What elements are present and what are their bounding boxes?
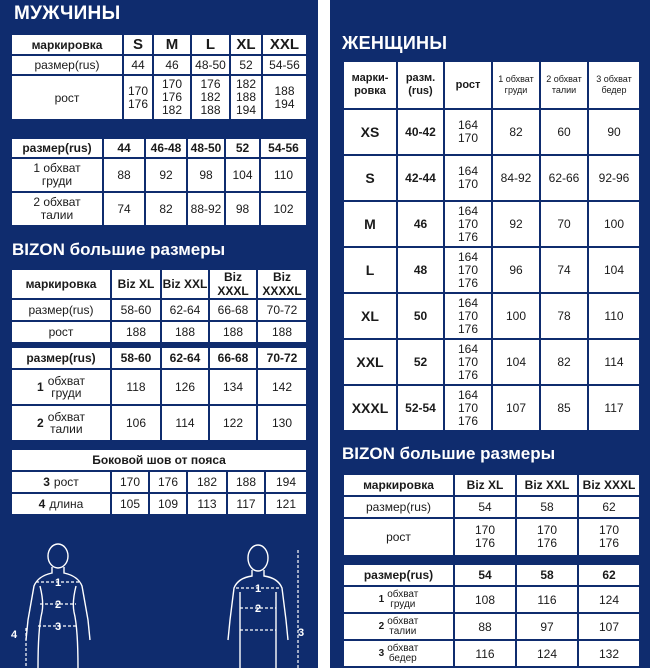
table-row [343, 247, 640, 293]
men-big-measure-table [10, 346, 308, 442]
women-big-measure-table [342, 563, 641, 668]
header-cell: XXL [262, 34, 307, 55]
table-row [343, 496, 640, 518]
table-cell: 92-96 [588, 155, 640, 201]
women-size-table [342, 60, 641, 432]
header-cell: Biz XXXXL [257, 269, 307, 299]
men-measure-table [10, 137, 308, 227]
table-cell: 48 [397, 247, 444, 293]
table-cell: 188 194 [262, 75, 307, 120]
row-label [11, 471, 111, 493]
row-label: размер(rus) [343, 496, 454, 518]
row-number: 3 [378, 648, 385, 659]
table-row [11, 55, 307, 75]
table-cell: 88 [103, 158, 145, 192]
table-cell: 98 [187, 158, 225, 192]
header-cell: размер(rus) [11, 347, 111, 369]
header-cell: разм. (rus) [397, 61, 444, 109]
table-row [343, 155, 640, 201]
table-cell: 188 [257, 321, 307, 343]
women-panel [330, 0, 650, 668]
table-cell: 170 176 [454, 518, 516, 556]
men-title: МУЖЧИНЫ [14, 3, 121, 24]
table-cell: 164 170 176 [444, 385, 492, 431]
female-mark-2: 2 [54, 599, 62, 611]
table-cell: 104 [588, 247, 640, 293]
table-row [11, 471, 307, 493]
table-cell: 164 170 [444, 109, 492, 155]
row-label: XXL [343, 339, 397, 385]
table-cell: 42-44 [397, 155, 444, 201]
table-header [11, 269, 307, 299]
table-header [11, 138, 307, 158]
table-cell: 170 176 [578, 518, 640, 556]
table-cell: 164 170 [444, 155, 492, 201]
table-header [343, 564, 640, 586]
row-label: 2 обхват талии [11, 192, 103, 226]
row-number: 2 [378, 621, 385, 632]
table-cell: 62-66 [540, 155, 588, 201]
table-cell: 58 [516, 496, 578, 518]
table-cell: 124 [578, 586, 640, 613]
table-row [11, 321, 307, 343]
table-row [11, 299, 307, 321]
table-cell: 70-72 [257, 299, 307, 321]
header-cell: марки- ровка [343, 61, 397, 109]
header-cell: размер(rus) [343, 564, 454, 586]
table-cell: 97 [516, 613, 578, 640]
row-label-text: рост [53, 475, 79, 489]
table-cell: 100 [492, 293, 540, 339]
male-mark-3: 3 [297, 627, 305, 639]
row-label-text: обхват груди [387, 588, 419, 610]
table-cell: 107 [492, 385, 540, 431]
table-cell: 82 [540, 339, 588, 385]
table-cell: 134 [209, 369, 257, 405]
table-cell: 122 [209, 405, 257, 441]
table-cell: 82 [145, 192, 187, 226]
male-mark-1: 1 [254, 583, 262, 595]
table-cell: 54-56 [262, 55, 307, 75]
table-row [11, 75, 307, 120]
table-cell: 164 170 176 [444, 293, 492, 339]
header-cell: маркировка [11, 34, 123, 55]
table-cell: 70 [540, 201, 588, 247]
table-row [343, 518, 640, 556]
row-label: M [343, 201, 397, 247]
header-cell: Biz XL [454, 474, 516, 496]
table-cell: 188 [209, 321, 257, 343]
table-cell: 114 [161, 405, 209, 441]
header-cell: 66-68 [209, 347, 257, 369]
table-cell: 188 [111, 321, 161, 343]
table-cell: 40-42 [397, 109, 444, 155]
row-label: XXXL [343, 385, 397, 431]
table-cell: 121 [265, 493, 307, 515]
header-cell: 3 обхват бедер [588, 61, 640, 109]
header-cell: 54-56 [260, 138, 307, 158]
women-big-size-table [342, 473, 641, 557]
row-label: рост [11, 321, 111, 343]
table-row [343, 385, 640, 431]
row-number: 1 [37, 380, 44, 394]
header-cell: M [153, 34, 191, 55]
table-row [11, 158, 307, 192]
men-big-title: BIZON большие размеры [12, 240, 226, 259]
table-cell: 132 [578, 640, 640, 667]
table-cell: 170 176 [123, 75, 153, 120]
row-label-text: обхват талии [47, 410, 85, 436]
table-cell: 62-64 [161, 299, 209, 321]
table-cell: 66-68 [209, 299, 257, 321]
female-mark-3: 3 [54, 621, 62, 633]
side-seam-title: Боковой шов от пояса [11, 449, 307, 471]
row-label: рост [343, 518, 454, 556]
table-cell: 102 [260, 192, 307, 226]
table-cell: 48-50 [191, 55, 230, 75]
table-cell: 46 [397, 201, 444, 247]
table-cell: 110 [260, 158, 307, 192]
table-cell: 110 [588, 293, 640, 339]
header-cell: маркировка [11, 269, 111, 299]
table-cell: 46 [153, 55, 191, 75]
row-label: S [343, 155, 397, 201]
table-cell: 142 [257, 369, 307, 405]
header-cell: 70-72 [257, 347, 307, 369]
table-row [343, 586, 640, 613]
table-header [11, 449, 307, 471]
table-cell: 74 [103, 192, 145, 226]
row-label [343, 640, 454, 667]
table-cell: 176 182 188 [191, 75, 230, 120]
table-row [343, 640, 640, 667]
table-cell: 85 [540, 385, 588, 431]
row-label [11, 405, 111, 441]
table-cell: 96 [492, 247, 540, 293]
table-cell: 116 [516, 586, 578, 613]
table-header [11, 34, 307, 55]
female-figure-illustration [0, 540, 110, 668]
table-cell: 108 [454, 586, 516, 613]
table-cell: 88 [454, 613, 516, 640]
header-cell: 44 [103, 138, 145, 158]
table-cell: 104 [225, 158, 260, 192]
men-big-size-table [10, 268, 308, 344]
table-row [343, 201, 640, 247]
table-cell: 164 170 176 [444, 247, 492, 293]
table-cell: 130 [257, 405, 307, 441]
row-label: 1 обхват груди [11, 158, 103, 192]
table-cell: 170 [111, 471, 149, 493]
header-cell: L [191, 34, 230, 55]
row-label: размер(rus) [11, 55, 123, 75]
header-cell: Biz XXL [516, 474, 578, 496]
table-cell: 164 170 176 [444, 339, 492, 385]
row-label: размер(rus) [11, 299, 111, 321]
table-row [11, 405, 307, 441]
row-label: L [343, 247, 397, 293]
table-header [343, 474, 640, 496]
row-label [343, 586, 454, 613]
table-cell: 44 [123, 55, 153, 75]
table-cell: 78 [540, 293, 588, 339]
header-cell: S [123, 34, 153, 55]
row-number: 4 [38, 497, 46, 511]
header-cell: 2 обхват талии [540, 61, 588, 109]
table-cell: 188 [161, 321, 209, 343]
table-cell: 54 [454, 496, 516, 518]
table-cell: 106 [111, 405, 161, 441]
table-cell: 164 170 176 [444, 201, 492, 247]
table-cell: 170 176 [516, 518, 578, 556]
table-row [11, 493, 307, 515]
table-row [11, 369, 307, 405]
female-mark-4: 4 [10, 629, 18, 641]
header-cell: 54 [454, 564, 516, 586]
table-cell: 88-92 [187, 192, 225, 226]
table-cell: 58-60 [111, 299, 161, 321]
table-cell: 52-54 [397, 385, 444, 431]
row-number: 3 [43, 475, 50, 489]
header-cell: 1 обхват груди [492, 61, 540, 109]
table-cell: 176 [149, 471, 187, 493]
table-cell: 114 [588, 339, 640, 385]
table-row [343, 613, 640, 640]
row-number: 1 [378, 594, 385, 605]
men-panel [0, 0, 318, 668]
header-cell: размер(rus) [11, 138, 103, 158]
table-header [343, 61, 640, 109]
table-cell: 124 [516, 640, 578, 667]
header-cell: 58 [516, 564, 578, 586]
table-cell: 109 [149, 493, 187, 515]
row-label-text: обхват груди [47, 374, 85, 400]
table-cell: 74 [540, 247, 588, 293]
row-label [11, 369, 111, 405]
header-cell: 46-48 [145, 138, 187, 158]
table-cell: 116 [454, 640, 516, 667]
men-size-table [10, 33, 308, 121]
table-cell: 170 176 182 [153, 75, 191, 120]
header-cell: 52 [225, 138, 260, 158]
header-cell: 48-50 [187, 138, 225, 158]
row-label [343, 613, 454, 640]
header-cell: 62-64 [161, 347, 209, 369]
table-cell: 62 [578, 496, 640, 518]
header-cell: маркировка [343, 474, 454, 496]
table-cell: 52 [230, 55, 262, 75]
table-cell: 107 [578, 613, 640, 640]
table-row [11, 192, 307, 226]
header-cell: Biz XXL [161, 269, 209, 299]
row-number: 2 [37, 416, 44, 430]
male-figure-illustration [210, 540, 315, 668]
table-cell: 188 [227, 471, 265, 493]
row-label-text: обхват бедер [387, 642, 419, 664]
row-label-text: обхват талии [387, 615, 419, 637]
table-cell: 117 [588, 385, 640, 431]
table-cell: 92 [145, 158, 187, 192]
table-cell: 84-92 [492, 155, 540, 201]
table-row [343, 293, 640, 339]
header-cell: Biz XXXL [209, 269, 257, 299]
header-cell: рост [444, 61, 492, 109]
male-mark-2: 2 [254, 603, 262, 615]
table-cell: 105 [111, 493, 149, 515]
table-cell: 126 [161, 369, 209, 405]
table-cell: 50 [397, 293, 444, 339]
header-cell: 62 [578, 564, 640, 586]
women-big-title: BIZON большие размеры [342, 444, 556, 463]
row-label [11, 493, 111, 515]
side-seam-table [10, 448, 308, 516]
table-cell: 92 [492, 201, 540, 247]
table-cell: 182 [187, 471, 227, 493]
table-cell: 113 [187, 493, 227, 515]
table-header [11, 347, 307, 369]
table-cell: 90 [588, 109, 640, 155]
header-cell: Biz XL [111, 269, 161, 299]
table-cell: 82 [492, 109, 540, 155]
women-title: ЖЕНЩИНЫ [342, 33, 448, 53]
table-cell: 194 [265, 471, 307, 493]
header-cell: Biz XXXL [578, 474, 640, 496]
table-cell: 104 [492, 339, 540, 385]
table-cell: 118 [111, 369, 161, 405]
table-cell: 100 [588, 201, 640, 247]
table-cell: 60 [540, 109, 588, 155]
table-cell: 117 [227, 493, 265, 515]
table-cell: 182 188 194 [230, 75, 262, 120]
row-label: XS [343, 109, 397, 155]
row-label: рост [11, 75, 123, 120]
table-row [343, 109, 640, 155]
female-mark-1: 1 [54, 577, 62, 589]
table-cell: 52 [397, 339, 444, 385]
table-cell: 98 [225, 192, 260, 226]
table-row [343, 339, 640, 385]
header-cell: 58-60 [111, 347, 161, 369]
header-cell: XL [230, 34, 262, 55]
row-label-text: длина [49, 497, 84, 511]
row-label: XL [343, 293, 397, 339]
